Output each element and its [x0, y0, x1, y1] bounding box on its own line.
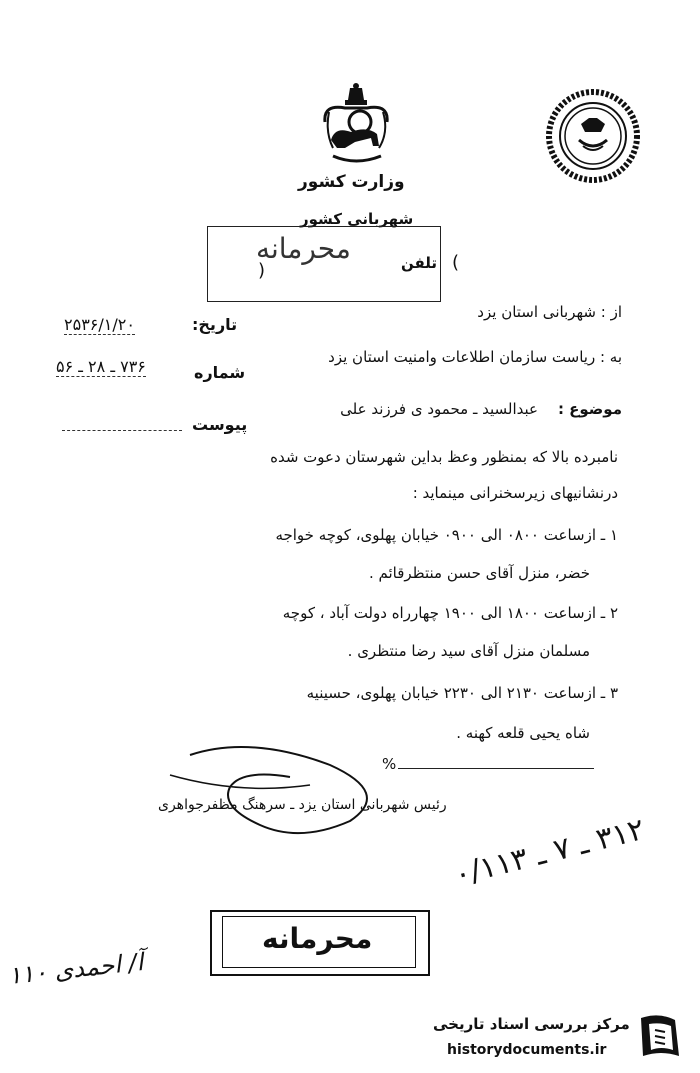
body-item-2b: مسلمان منزل آقای سید رضا منتظری . [347, 642, 590, 660]
body-intro-2: درنشانیهای زیرسخنرانی مینماید : [412, 484, 618, 502]
body-item-1b: خضر، منزل آقای حسن منتظرقائم . [368, 564, 590, 582]
attachment-label: پیوست [192, 415, 248, 434]
book-logo-icon [635, 1010, 685, 1065]
archive-name: مرکز بررسی اسناد تاریخی [433, 1015, 630, 1033]
archive-site: historydocuments.ir [447, 1042, 607, 1058]
body-intro-1: نامبرده بالا که بمنظور وعظ بداین شهرستان دعوت شده [270, 448, 618, 466]
date-value: ۲۵۳۶/۱/۲۰ [64, 315, 135, 334]
signature-scribble [160, 735, 400, 845]
handwritten-left-note: آ/ احمدی ۱۱۰ [6, 947, 145, 991]
signature-line: رئیس شهربانی استان یزد ـ سرهنگ مظفرجواهری [158, 797, 447, 813]
attachment-blank [62, 430, 182, 431]
body-item-1a: ۱ ـ ازساعت ۰۸۰۰ الی ۰۹۰۰ خیابان پهلوی، کوچه خواجه [275, 526, 618, 544]
classification-stamp-top: محرمانه [256, 232, 351, 265]
round-archive-seal-icon [545, 88, 641, 184]
signature-rule [398, 768, 594, 769]
lion-and-sun-icon [315, 82, 397, 172]
number-label: شماره [194, 363, 246, 382]
ministry-title: وزارت کشور [298, 172, 405, 192]
classification-stamp-bottom: محرمانه [262, 922, 373, 955]
signature-mark: % [382, 755, 397, 773]
subject-value: عبدالسید ـ محمود ی فرزند علی [340, 400, 538, 418]
body-item-2a: ۲ ـ ازساعت ۱۸۰۰ الی ۱۹۰۰ چهارراه دولت آباد ، کوچه [282, 604, 618, 622]
body-item-3a: ۳ ـ ازساعت ۲۱۳۰ الی ۲۲۳۰ خیابان پهلوی، حسینیه [306, 684, 618, 702]
body-item-3b: شاه یحیی قلعه کهنه . [456, 724, 590, 742]
handwritten-ref-number: ۳۱۲ ـ ۷ ـ ۰/۱۱۳ [450, 811, 649, 894]
phone-close-paren: ) [258, 260, 266, 281]
subject-label: موضوع : [557, 400, 622, 418]
from-line: از : شهربانی استان یزد [477, 303, 622, 321]
date-label: تاریخ: [192, 315, 238, 334]
phone-open-paren: ( [452, 252, 460, 273]
department-title: شهربانی کشور [300, 210, 414, 228]
to-line: به : ریاست سازمان اطلاعات وامنیت استان یزد [328, 348, 622, 366]
phone-label: تلفن [401, 254, 438, 272]
number-value: ۷۳۶ ـ ۲۸ ـ ۵۶ [56, 357, 146, 376]
